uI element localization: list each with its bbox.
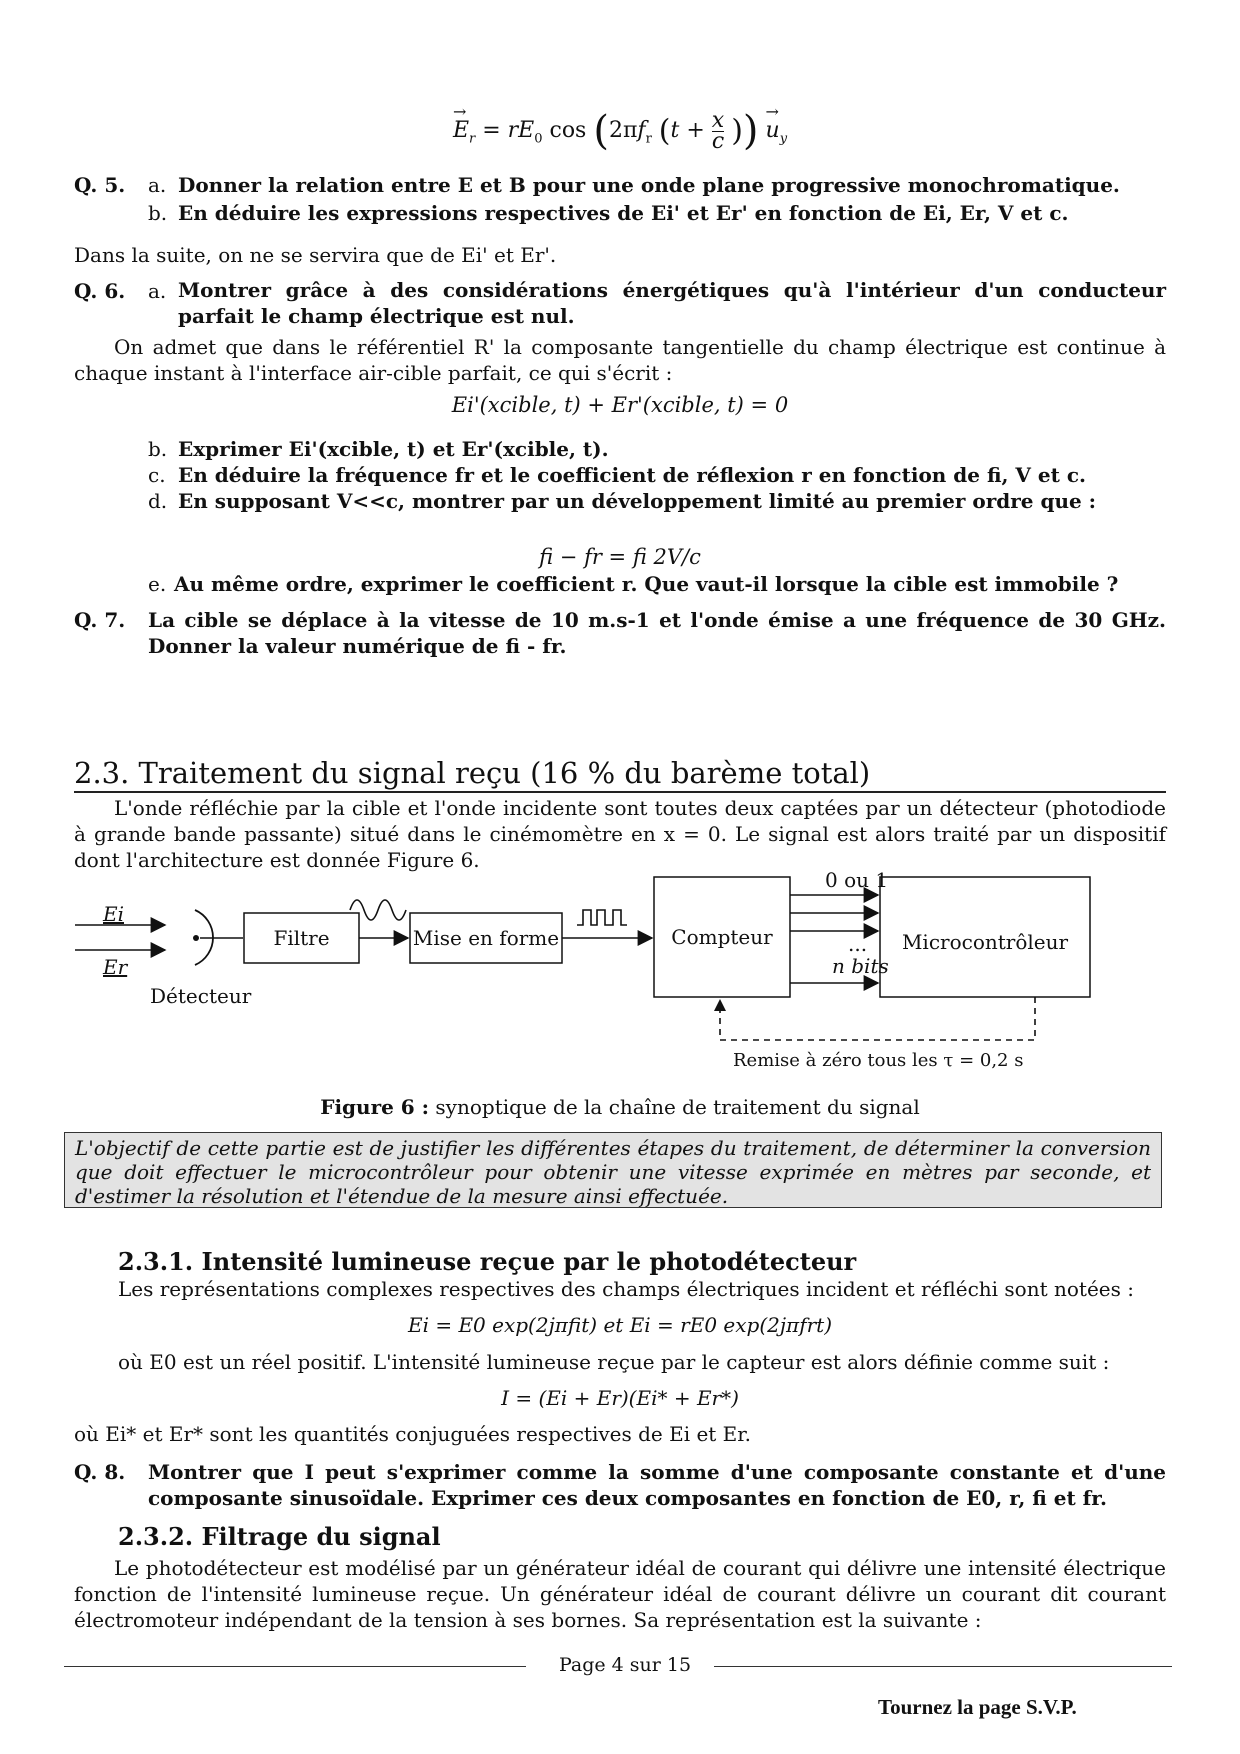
q5-label: Q. 5. — [74, 173, 126, 197]
q6d-text: En supposant V<<c, montrer par un développement limité au premier ordre que : — [178, 489, 1097, 513]
q6d-prefix: d. — [148, 489, 168, 513]
figure6-shaping-label: Mise en forme — [412, 926, 560, 950]
section-2-3-title: 2.3. Traitement du signal reçu (16 % du barème total) — [74, 756, 871, 790]
footer-line-left — [64, 1666, 526, 1667]
figure6-caption — [74, 1095, 1166, 1119]
q6-label: Q. 6. — [74, 279, 126, 303]
q7-label: Q. 7. — [74, 608, 126, 632]
figure6-bus-dots: ... — [848, 932, 868, 956]
section-2-3-1-eq1: Ei = E0 exp(2jπfit) et Ei = rE0 exp(2jπfrt) — [407, 1313, 832, 1337]
figure6-micro-label: Microcontrôleur — [901, 930, 1069, 954]
q5a-text: Donner la relation entre E et B pour une onde plane progressive monochromatique. — [178, 173, 1120, 197]
q5b-text: En déduire les expressions respectives de Ei' et Er' en fonction de Ei, Er, V et c. — [178, 201, 1069, 225]
figure6-reset-label: Remise à zéro tous les τ = 0,2 s — [733, 1050, 1024, 1071]
figure6-bus-top-label: 0 ou 1 — [825, 868, 889, 892]
q6c-text: En déduire la fréquence fr et le coefficient de réflexion r en fonction de fi, V et c. — [178, 463, 1086, 487]
footer-page: Page 4 sur 15 — [558, 1654, 692, 1676]
q7-text: La cible se déplace à la vitesse de 10 m.s-1 et l'onde émise a une fréquence de 30 GHz. Donner la valeur numérique de fi - fr. — [148, 608, 1166, 658]
q6a-prefix: a. — [148, 279, 167, 303]
note-after-q5: Dans la suite, on ne se servira que de Ei' et Er'. — [74, 243, 557, 267]
figure6-caption-text: synoptique de la chaîne de traitement du signal — [435, 1095, 920, 1119]
q8-text: Montrer que I peut s'exprimer comme la somme d'une composante constante et d'une composante sinusoïdale. Exprimer ces deux composantes en fonction de E0, r, fi et fr. — [148, 1460, 1166, 1510]
footer-turn-page: Tournez la page S.V.P. — [878, 1695, 1077, 1719]
q5a-prefix: a. — [148, 173, 167, 197]
section-2-3-2-title: 2.3.2. Filtrage du signal — [118, 1522, 441, 1551]
q6b-prefix: b. — [148, 437, 168, 461]
figure6-caption-bold: Figure 6 : — [320, 1095, 430, 1119]
section-2-3-1-title: 2.3.1. Intensité lumineuse reçue par le photodétecteur — [118, 1247, 857, 1276]
top-equation: → $E_r = rE_0$ $\cos (2\pi f_r$ (t + $\frac{x}{c}$ )) → $u_y$ — [74, 108, 1166, 154]
section-2-3-underline — [74, 791, 1166, 793]
q6b-text: Exprimer Ei'(xcible, t) et Er'(xcible, t). — [178, 437, 609, 461]
figure6-filter-label: Filtre — [273, 926, 330, 950]
q6d-equation: fi − fr = fi 2V/c — [539, 545, 701, 569]
section-2-3-1-eq2: I = (Ei + Er)(Ei* + Er*) — [501, 1386, 739, 1410]
section-2-3-1-text3: où Ei* et Er* sont les quantités conjuguées respectives de Ei et Er. — [74, 1422, 752, 1446]
figure6-input-er — [103, 955, 127, 979]
footer-line-right — [714, 1666, 1172, 1667]
q6c-prefix: c. — [148, 463, 166, 487]
figure6-input-ei-text: Ei — [103, 902, 124, 926]
figure6-bus-bits-label: n bits — [832, 954, 889, 978]
q6-admission: On admet que dans le référentiel R' la composante tangentielle du champ électrique est continue à chaque instant à l'interface air-cible parfait, ce qui s'écrit : — [74, 335, 1166, 385]
q6a-text: Montrer grâce à des considérations énergétiques qu'à l'intérieur d'un conducteur parfait le champ électrique est nul. — [178, 278, 1166, 328]
section-2-3-1-text1: Les représentations complexes respectives des champs électriques incident et réfléchi sont notées : — [118, 1277, 1134, 1301]
section-2-3-1-text2: où E0 est un réel positif. L'intensité lumineuse reçue par le capteur est alors définie comme suit : — [118, 1350, 1110, 1374]
section-2-3-intro: L'onde réfléchie par la cible et l'onde incidente sont toutes deux captées par un détecteur (photodiode à grande bande passante) situé dans le cinémomètre en x = 0. Le signal est alors traité par un dispositif dont l'architecture est donnée Figure 6. — [74, 796, 1166, 872]
q6e-text: Au même ordre, exprimer le coefficient r. Que vaut-il lorsque la cible est immobile ? — [174, 572, 1119, 596]
q5b-prefix: b. — [148, 201, 168, 225]
q8-label: Q. 8. — [74, 1460, 126, 1484]
section-2-3-2-text: Le photodétecteur est modélisé par un générateur idéal de courant qui délivre une intensité électrique fonction de l'intensité lumineuse reçue. Un générateur idéal de courant délivre un courant dit courant électromoteur indépendant de la tension à ses bornes. Sa représentation est la suivante : — [74, 1556, 1166, 1632]
figure6-input-ei — [103, 902, 124, 926]
figure6-input-er-text: Er — [103, 955, 128, 979]
q6e-prefix: e. — [148, 572, 167, 596]
figure6-detector-label: Détecteur — [150, 984, 252, 1008]
figure6-counter-label: Compteur — [671, 925, 773, 949]
q6-equation: Ei'(xcible, t) + Er'(xcible, t) = 0 — [451, 393, 789, 417]
objective-box: L'objectif de cette partie est de justifier les différentes étapes du traitement, de déterminer la conversion que doit effectuer le microcontrôleur pour obtenir une vitesse exprimée en mètres par seconde, et d'estimer la résolution et l'étendue de la mesure ainsi effectuée. — [64, 1132, 1162, 1208]
